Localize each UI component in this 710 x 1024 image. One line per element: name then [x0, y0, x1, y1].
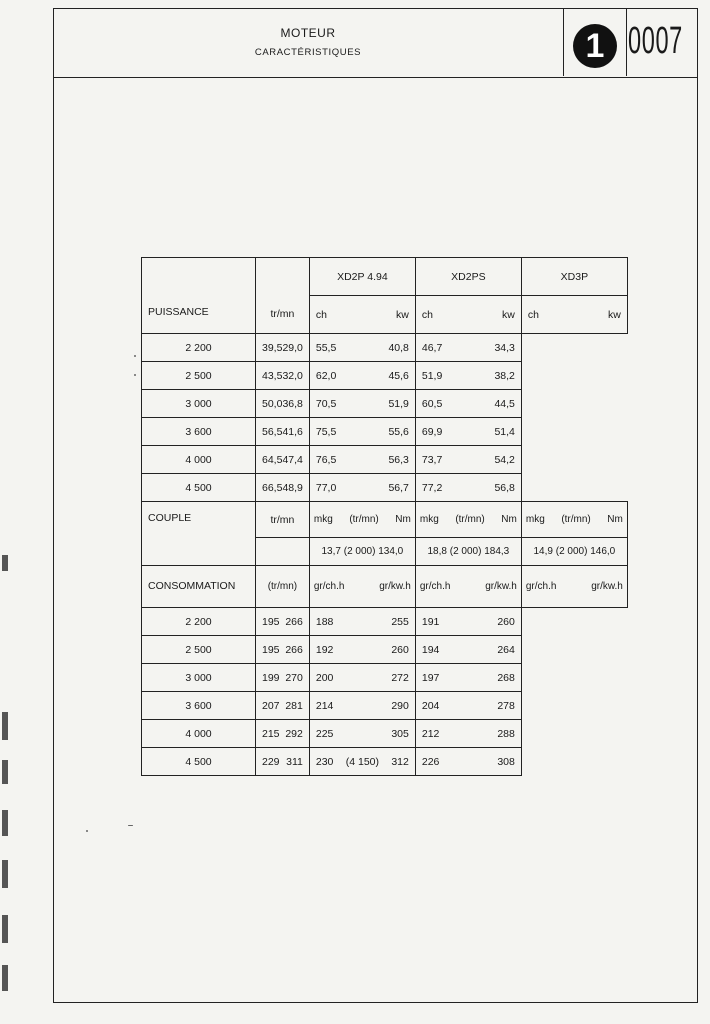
consommation-row [142, 664, 628, 692]
couple-unit-cell [521, 502, 627, 538]
value-right: 278 [497, 699, 515, 712]
row-label-consommation [142, 566, 256, 608]
value-left: 62,0 [315, 369, 337, 382]
scan-mark [2, 810, 8, 836]
value-right: 268 [497, 671, 515, 684]
consommation-row [142, 608, 628, 636]
couple-unit-cell [309, 502, 415, 538]
value-left: 230 [315, 755, 334, 768]
value-right: 281 [285, 699, 303, 712]
value-left: 226 [421, 755, 440, 768]
couple-value: 13,7 (2 000) 134,0 [309, 538, 415, 566]
unit-mkg: mkg [525, 514, 545, 525]
value-cell [309, 720, 415, 748]
value-right: 47,4 [282, 453, 303, 466]
value-right: 36,8 [282, 397, 303, 410]
value-cell [309, 362, 415, 390]
blank-cell [256, 258, 310, 296]
section-number-badge: 1 [573, 24, 617, 68]
value-left: 194 [421, 643, 440, 656]
row-label-couple [142, 502, 256, 566]
value-right: 266 [285, 643, 303, 656]
value-right: 45,6 [388, 369, 409, 382]
scan-mark [2, 760, 8, 784]
value-cell [309, 748, 415, 776]
value-cell [309, 608, 415, 636]
consommation-row [142, 692, 628, 720]
page-header [53, 8, 698, 78]
puissance-row [142, 474, 628, 502]
unit-ch: ch [527, 308, 539, 321]
value-left: 43,5 [262, 369, 283, 382]
value-cell [256, 664, 310, 692]
rpm-value: 2 500 [142, 636, 256, 664]
rpm-note: (4 150) [345, 755, 380, 768]
value-right: 54,2 [494, 453, 515, 466]
value-right: 312 [391, 755, 409, 768]
consommation-row [142, 636, 628, 664]
rpm-header: tr/mn [256, 502, 310, 538]
conso-unit-cell [309, 566, 415, 608]
rpm-value: 2 200 [142, 334, 256, 362]
value-right: 55,6 [388, 425, 409, 438]
value-left: 46,7 [421, 341, 443, 354]
value-left: 77,0 [315, 481, 337, 494]
unit-grch: gr/ch.h [525, 581, 557, 592]
unit-cell [415, 296, 521, 334]
value-left: 60,5 [421, 397, 443, 410]
value-right: 308 [497, 755, 515, 768]
value-cell [415, 748, 521, 776]
unit-nm: Nm [501, 514, 517, 525]
puissance-rows [142, 334, 628, 502]
value-cell [415, 692, 521, 720]
value-right: 34,3 [494, 341, 515, 354]
page-title: MOTEUR [280, 26, 336, 40]
value-right: 272 [391, 671, 409, 684]
couple-value: 18,8 (2 000) 184,3 [415, 538, 521, 566]
value-cell [309, 664, 415, 692]
unit-grch: gr/ch.h [419, 581, 451, 592]
scan-mark [2, 555, 8, 571]
value-cell [256, 362, 310, 390]
rpm-header: (tr/mn) [256, 566, 310, 608]
value-right: 266 [285, 615, 303, 628]
unit-trmn: (tr/mn) [561, 514, 591, 525]
group-header: XD3P [521, 258, 627, 296]
scan-mark [2, 712, 8, 740]
value-left: 66,5 [262, 481, 283, 494]
unit-grch: gr/ch.h [313, 581, 345, 592]
value-cell [256, 692, 310, 720]
page-subtitle: CARACTÉRISTIQUES [254, 47, 362, 58]
value-left: 51,9 [421, 369, 443, 382]
consommation-rows [142, 608, 628, 776]
value-right: 44,5 [494, 397, 515, 410]
value-cell [309, 636, 415, 664]
conso-header-row [142, 566, 628, 608]
value-right: 48,9 [282, 481, 303, 494]
unit-trmn: (tr/mn) [455, 514, 485, 525]
value-left: 77,2 [421, 481, 443, 494]
unit-kw: kw [502, 308, 515, 321]
blank-cell [256, 538, 310, 566]
puissance-row [142, 334, 628, 362]
value-left: 215 [262, 727, 280, 740]
value-left: 70,5 [315, 397, 337, 410]
row-label-puissance [142, 258, 256, 334]
value-cell [415, 664, 521, 692]
value-left: 195 [262, 615, 280, 628]
value-cell [415, 362, 521, 390]
value-cell [309, 474, 415, 502]
conso-unit-cell [415, 566, 521, 608]
couple-label: COUPLE [148, 512, 192, 524]
value-cell [256, 334, 310, 362]
value-right: 305 [391, 727, 409, 740]
group-header: XD2P 4.94 [309, 258, 415, 296]
value-cell [415, 334, 521, 362]
value-cell [415, 418, 521, 446]
rpm-value: 4 000 [142, 446, 256, 474]
value-left: 191 [421, 615, 440, 628]
puissance-row [142, 446, 628, 474]
value-right: 260 [497, 615, 515, 628]
value-left: 195 [262, 643, 280, 656]
page-code: 0007 [628, 20, 683, 62]
value-left: 214 [315, 699, 334, 712]
value-left: 207 [262, 699, 280, 712]
value-left: 73,7 [421, 453, 443, 466]
unit-grkw: gr/kw.h [591, 581, 623, 592]
value-right: 56,7 [388, 481, 409, 494]
unit-ch: ch [421, 308, 433, 321]
value-cell [256, 446, 310, 474]
consommation-row [142, 720, 628, 748]
value-right: 290 [391, 699, 409, 712]
value-left: 188 [315, 615, 334, 628]
value-right: 288 [497, 727, 515, 740]
scan-mark [2, 965, 8, 991]
value-left: 200 [315, 671, 334, 684]
value-cell [309, 418, 415, 446]
unit-nm: Nm [395, 514, 411, 525]
value-left: 50,0 [262, 397, 283, 410]
rpm-value: 2 500 [142, 362, 256, 390]
puissance-row [142, 390, 628, 418]
header-divider [563, 8, 564, 76]
rpm-header: tr/mn [256, 296, 310, 334]
value-cell [415, 636, 521, 664]
scan-mark [2, 915, 8, 943]
value-right: 51,4 [494, 425, 515, 438]
puissance-label: PUISSANCE [148, 306, 209, 318]
value-left: 225 [315, 727, 334, 740]
engine-spec-table [141, 257, 628, 776]
unit-kw: kw [396, 308, 409, 321]
value-left: 69,9 [421, 425, 443, 438]
value-cell [415, 720, 521, 748]
value-cell [309, 334, 415, 362]
consommation-label: CONSOMMATION [148, 580, 236, 592]
unit-ch: ch [315, 308, 327, 321]
value-cell [415, 446, 521, 474]
couple-value: 14,9 (2 000) 146,0 [521, 538, 627, 566]
rpm-value: 4 500 [142, 474, 256, 502]
value-cell [256, 608, 310, 636]
value-left: 56,5 [262, 425, 283, 438]
value-left: 39,5 [262, 341, 283, 354]
value-cell [309, 390, 415, 418]
conso-unit-cell [521, 566, 627, 608]
value-right: 41,6 [282, 425, 303, 438]
unit-cell [309, 296, 415, 334]
unit-kw: kw [608, 308, 621, 321]
value-right: 29,0 [282, 341, 303, 354]
value-cell [415, 474, 521, 502]
unit-mkg: mkg [313, 514, 333, 525]
value-left: 75,5 [315, 425, 337, 438]
rpm-value: 3 000 [142, 664, 256, 692]
value-left: 64,5 [262, 453, 283, 466]
value-right: 56,3 [388, 453, 409, 466]
value-left: 212 [421, 727, 440, 740]
value-cell [256, 720, 310, 748]
rpm-value: 3 000 [142, 390, 256, 418]
rpm-value: 2 200 [142, 608, 256, 636]
table-header-row [142, 258, 628, 296]
value-right: 38,2 [494, 369, 515, 382]
value-right: 311 [286, 755, 303, 768]
value-left: 204 [421, 699, 440, 712]
value-cell [256, 390, 310, 418]
scan-mark [2, 860, 8, 888]
value-cell [415, 390, 521, 418]
value-right: 56,8 [494, 481, 515, 494]
value-cell [309, 446, 415, 474]
unit-mkg: mkg [419, 514, 439, 525]
value-left: 199 [262, 671, 280, 684]
rpm-value: 4 000 [142, 720, 256, 748]
unit-nm: Nm [607, 514, 623, 525]
header-divider [626, 8, 627, 76]
couple-header-row [142, 502, 628, 538]
puissance-row [142, 362, 628, 390]
value-right: 255 [391, 615, 409, 628]
value-right: 40,8 [388, 341, 409, 354]
consommation-row [142, 748, 628, 776]
rpm-value: 3 600 [142, 692, 256, 720]
value-left: 192 [315, 643, 334, 656]
value-left: 197 [421, 671, 440, 684]
value-left: 229 [262, 755, 280, 768]
puissance-row [142, 418, 628, 446]
couple-unit-cell [415, 502, 521, 538]
value-cell [256, 748, 310, 776]
value-right: 264 [497, 643, 515, 656]
value-right: 270 [285, 671, 303, 684]
unit-cell [521, 296, 627, 334]
value-right: 32,0 [282, 369, 303, 382]
value-right: 292 [285, 727, 303, 740]
value-left: 55,5 [315, 341, 337, 354]
unit-trmn: (tr/mn) [349, 514, 379, 525]
value-cell [256, 474, 310, 502]
unit-grkw: gr/kw.h [379, 581, 411, 592]
rpm-value: 3 600 [142, 418, 256, 446]
value-cell [256, 636, 310, 664]
rpm-value: 4 500 [142, 748, 256, 776]
value-cell [415, 608, 521, 636]
value-cell [309, 692, 415, 720]
value-right: 260 [391, 643, 409, 656]
unit-grkw: gr/kw.h [485, 581, 517, 592]
value-cell [256, 418, 310, 446]
value-right: 51,9 [388, 397, 409, 410]
value-left: 76,5 [315, 453, 337, 466]
group-header: XD2PS [415, 258, 521, 296]
